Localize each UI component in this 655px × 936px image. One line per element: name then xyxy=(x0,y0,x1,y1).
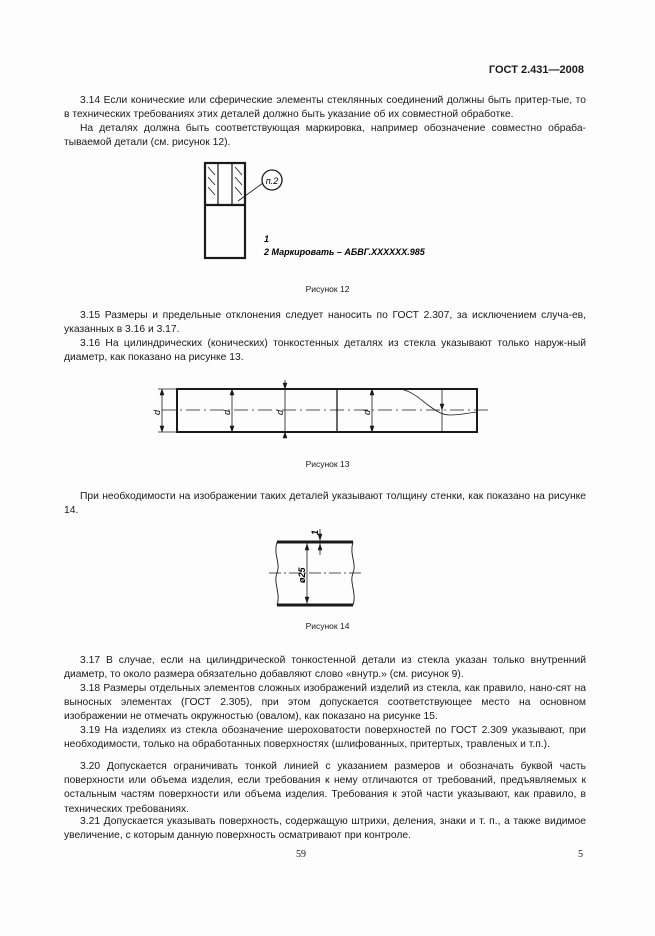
paragraph-3-14-marking: На деталях должна быть соответствующая маркировка, например обозначение совместно обраба-тываемой детали (см. рисунок 12). xyxy=(64,123,586,149)
figure-13-drawing xyxy=(150,375,490,437)
right-page-number: 5 xyxy=(578,849,583,860)
paragraph-3-19: 3.19 На изделиях из стекла обозначение шероховатости поверхностей по ГОСТ 2.309 указывают, при необходимости, только на обработанных поверхностях (шлифованных, притертых, травленых и т.п.). xyxy=(64,725,586,751)
figure-12-drawing xyxy=(180,155,480,280)
paragraph-3-18: 3.18 Размеры отдельных элементов сложных изображений изделий из стекла, как правило, нано-сят на выносных элементах (ГОСТ 2.305), при этом допускается соответствующее место на основном изображении не отмечать окружностью (овалом), как показано на рисунке 15. xyxy=(64,683,586,723)
paragraph-3-20: 3.20 Допускается ограничивать тонкой линией с указанием размеров и обозначать буквой часть поверхности или объема изделия, если требования к нему отличаются от требований, предъявляемых к остальным частям поверхности или объема изделия. Требования к этой части указывают, как правило, в технических требованиях. xyxy=(64,761,586,815)
figure-13-caption: Рисунок 13 xyxy=(305,459,350,469)
figure-12-note-1: 1 xyxy=(264,234,270,244)
figure-14-caption: Рисунок 14 xyxy=(305,621,350,631)
figure-13-dim-2: d xyxy=(222,409,232,415)
figure-14-thickness: 1 xyxy=(310,529,320,535)
figure-12-note-2: 2 Маркировать – АБВГ.ХХХХХХ.985 xyxy=(264,247,425,257)
paragraph-3-21: 3.21 Допускается указывать поверхность, содержащую штрихи, деления, знаки и т. п., а также видимое увеличение, с которым данную поверхность осматривают при контроле. xyxy=(64,816,586,842)
standard-header: ГОСТ 2.431—2008 xyxy=(488,64,584,76)
paragraph-3-15: 3.15 Размеры и предельные отклонения следует наносить по ГОСТ 2.307, за исключением случа-ев, указанных в 3.16 и 3.17. xyxy=(64,310,586,336)
paragraph-3-16: 3.16 На цилиндрических (конических) тонкостенных деталях из стекла указывают только наруж-ный диаметр, как показано на рисунке 13. xyxy=(64,338,586,364)
paragraph-3-17: 3.17 В случае, если на цилиндрической тонкостенной детали из стекла указан только внутренний диаметр, то около размера обязательно добавляют слово «внутр.» (см. рисунок 9). xyxy=(64,655,586,681)
paragraph-3-16-thickness: При необходимости на изображении таких деталей указывают толщину стенки, как показано на рисунке 14. xyxy=(64,491,586,517)
center-page-number: 59 xyxy=(296,849,306,860)
figure-12-caption: Рисунок 12 xyxy=(305,284,350,294)
paragraph-3-14: 3.14 Если конические или сферические элементы стеклянных соединений должны быть притер-тые, то в технических требованиях этих деталей должно быть указание об их совместной обработке. xyxy=(64,95,586,121)
figure-13-dim-4: d xyxy=(362,409,372,415)
figure-14-drawing xyxy=(265,525,365,610)
figure-14-diameter: ø25 xyxy=(297,567,307,583)
figure-13-dim-3: d xyxy=(275,409,285,415)
figure-13-dim-1: d xyxy=(152,409,162,415)
figure-12-callout: п.2 xyxy=(265,176,279,186)
